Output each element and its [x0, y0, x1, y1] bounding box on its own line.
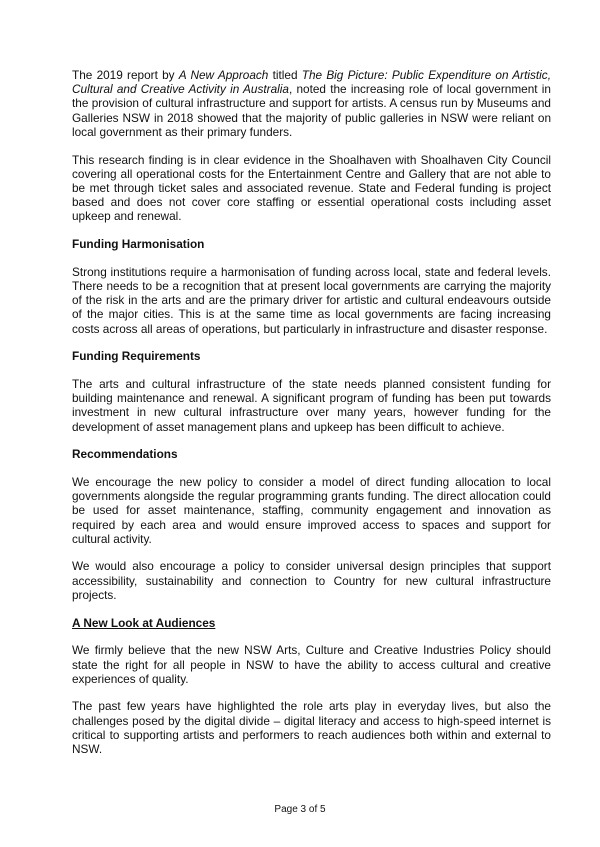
paragraph-shoalhaven: This research finding is in clear evidence in the Shoalhaven with Shoalhaven City Council covering all operational costs for the Entertainment Centre and Gallery that are not able to be met through ticket sales and associated revenue. State and Federal funding is project based and does not cover core staffing or essential operational costs including asset upkeep and renewal. [72, 152, 551, 224]
document-page [72, 68, 551, 770]
paragraph-digital-divide: The past few years have highlighted the role arts play in everyday lives, but also the challenges posed by the digital divide – digital literacy and access to high-speed internet is critical to supporting artists and performers to reach audiences both within and external to NSW. [72, 699, 551, 757]
heading-funding-requirements: Funding Requirements [72, 349, 201, 364]
paragraph-harmonisation: Strong institutions require a harmonisation of funding across local, state and federal levels. There needs to be a recognition that at present local governments are carrying the majority of the risk in the arts and are the primary driver for artistic and cultural endeavours outside of the major cities. This is at the same time as local governments are facing increasing costs across all areas of operations, but particularly in infrastructure and disaster response. [72, 264, 551, 336]
paragraph-recommendation-design: We would also encourage a policy to consider universal design principles that support accessibility, sustainability and connection to Country for new cultural infrastructure projects. [72, 559, 551, 602]
text: The 2019 report by [72, 68, 179, 82]
text: titled [268, 68, 302, 82]
paragraph-report-intro [72, 68, 551, 139]
heading-new-look-audiences: A New Look at Audiences [72, 615, 216, 630]
heading-funding-harmonisation: Funding Harmonisation [72, 237, 205, 252]
paragraph-requirements: The arts and cultural infrastructure of the state needs planned consistent funding for building maintenance and renewal. A significant program of funding has been put towards investment in new cultural infrastructure over many years, however funding for the development of asset management plans and upkeep has been difficult to achieve. [72, 376, 551, 434]
heading-recommendations: Recommendations [72, 447, 178, 462]
paragraph-recommendation-funding: We encourage the new policy to consider a model of direct funding allocation to local governments alongside the regular programming grants funding. The direct allocation could be used for asset maintenance, staffing, community engagement and innovation as required by each area and would ensure improved access to spaces and support for cultural activity. [72, 474, 551, 546]
text: , noted the increasing role of local government in the provision of cultural infrastructure and support for artists. A census run by Museums and Galleries NSW in 2018 showed that the majority of public galleries in NSW were reliant on local government as their primary funders. [72, 82, 551, 139]
report-title: The Big Picture: Public Expenditure on Artistic, Cultural and Creative Activity in Australia [72, 68, 551, 97]
page-number: Page 3 of 5 [274, 804, 326, 815]
report-author: A New Approach [178, 68, 269, 82]
paragraph-audiences-right: We firmly believe that the new NSW Arts, Culture and Creative Industries Policy should state the right for all people in NSW to have the ability to access cultural and creative experiences of quality. [72, 643, 551, 686]
